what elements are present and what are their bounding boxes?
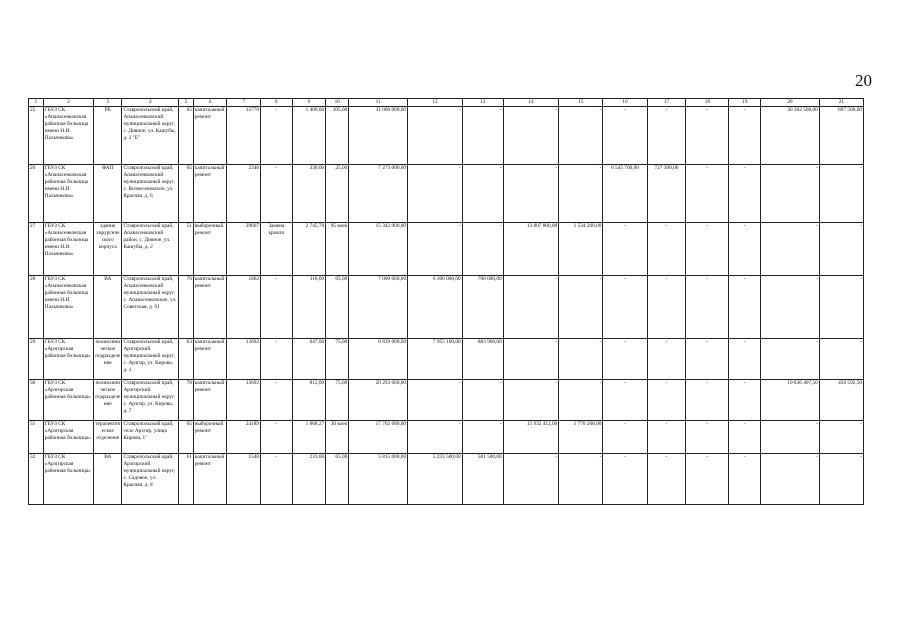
cell-c13-value: - — [462, 165, 503, 223]
cell-c12-value: - — [408, 165, 463, 223]
cell-object: поликлиническое подразделение — [94, 339, 122, 380]
cell-row-number: 26 — [29, 165, 44, 223]
cell-address: Ставропольский край, село Арзгир, улица Кирова, 1" — [122, 421, 179, 454]
cell-c17-value: - — [647, 380, 686, 421]
column-number-21: 21 — [819, 99, 863, 107]
cell-c16-value: - — [603, 421, 647, 454]
cell-object: терапевтическое отделение — [94, 421, 122, 454]
cell-row-number: 29 — [29, 339, 44, 380]
cell-c18-value: - — [686, 380, 729, 421]
cell-address: Ставропольский край, Апанасенковский муниципальный округ, с. Дивное, ул. Кашубы, д. 2 "Е" — [122, 107, 179, 165]
cell-organization: ГБУЗ СК «Апанасенковская районная больница имени Н.И. Пальчикова» — [43, 223, 93, 276]
cell-object: РБ — [94, 107, 122, 165]
cell-c19-value: - — [729, 339, 761, 380]
cell-c8-value: - — [261, 421, 293, 454]
cell-c8-value: - — [261, 380, 293, 421]
cell-c19-value: - — [729, 380, 761, 421]
cell-c13-value: - — [462, 380, 503, 421]
cell-c14-value: - — [503, 454, 559, 505]
cell-c10-value: 95 коек — [326, 223, 349, 276]
cell-c13-value: 700 000,00 — [462, 276, 503, 339]
cell-c10-value: 105,00 — [326, 107, 349, 165]
cell-c11-value: 20 293 000,00 — [349, 380, 408, 421]
funding-table — [28, 98, 864, 505]
cell-c9-value: 1 409,00 — [292, 107, 326, 165]
cell-c12-value: 5 233 500,00 — [408, 454, 463, 505]
cell-c12-value: - — [408, 421, 463, 454]
cell-c20-value: - — [760, 276, 819, 339]
cell-c5-value: 65 — [179, 107, 194, 165]
cell-row-number: 31 — [29, 421, 44, 454]
column-number-13: 13 — [462, 99, 503, 107]
cell-object: ФАП — [94, 165, 122, 223]
cell-c15-value: - — [559, 165, 603, 223]
cell-c7-value: 24189 — [227, 421, 261, 454]
cell-row-number: 30 — [29, 380, 44, 421]
cell-c16-value: - — [603, 380, 647, 421]
cell-c9-value: 330,00 — [292, 165, 326, 223]
cell-row-number: 27 — [29, 223, 44, 276]
cell-work-type: капитальный ремонт — [193, 380, 227, 421]
cell-c7-value: 1862 — [227, 276, 261, 339]
cell-c17-value: - — [647, 454, 686, 505]
cell-c12-value: - — [408, 223, 463, 276]
cell-c21-value: - — [819, 421, 863, 454]
cell-c14-value: - — [503, 276, 559, 339]
cell-address: Ставропольский край, Апанасенковский муниципальный округ, с. Апанасенковское, ул. Советская, д. 61 — [122, 276, 179, 339]
cell-c19-value: - — [729, 421, 761, 454]
cell-c12-value: 6 300 000,00 — [408, 276, 463, 339]
cell-c19-value: - — [729, 223, 761, 276]
table-row — [29, 107, 864, 165]
cell-c16-value: - — [603, 276, 647, 339]
cell-c11-value: 7 000 000,00 — [349, 276, 408, 339]
cell-object: здание хирургического корпуса — [94, 223, 122, 276]
column-number-9: 9 — [292, 99, 326, 107]
cell-c17-value: - — [647, 223, 686, 276]
cell-c5-value: 65 — [179, 165, 194, 223]
cell-c20-value: - — [760, 223, 819, 276]
cell-c16-value: - — [603, 339, 647, 380]
column-number-8: 8 — [261, 99, 293, 107]
cell-c13-value: 581 500,00 — [462, 454, 503, 505]
cell-work-type: выборочный ремонт — [193, 421, 227, 454]
cell-c20-value: - — [760, 165, 819, 223]
cell-c17-value: - — [647, 421, 686, 454]
cell-row-number: 28 — [29, 276, 44, 339]
cell-c10-value: 65,00 — [326, 276, 349, 339]
cell-work-type: капитальный ремонт — [193, 107, 227, 165]
table-body — [29, 99, 864, 505]
cell-address: Ставропольский край, Арзгирский муниципальный округ, с. Арзгир, ул. Кирова, д. 7 — [122, 380, 179, 421]
cell-c16-value: 6 545 700,00 — [603, 165, 647, 223]
column-number-1: 1 — [29, 99, 44, 107]
cell-c7-value: 13692 — [227, 339, 261, 380]
cell-c14-value: - — [503, 380, 559, 421]
page-number: 20 — [855, 71, 872, 90]
cell-c8-value: - — [261, 454, 293, 505]
cell-c13-value: - — [462, 107, 503, 165]
cell-c8-value: - — [261, 165, 293, 223]
column-number-17: 17 — [647, 99, 686, 107]
cell-work-type: выборочный ремонт — [193, 223, 227, 276]
cell-c15-value: - — [559, 454, 603, 505]
cell-c18-value: - — [686, 454, 729, 505]
cell-work-type: капитальный ремонт — [193, 165, 227, 223]
cell-c21-value: 697 500,00 — [819, 107, 863, 165]
cell-c7-value: 1548 — [227, 454, 261, 505]
cell-c13-value: - — [462, 421, 503, 454]
column-number-19: 19 — [729, 99, 761, 107]
column-number-14: 14 — [503, 99, 559, 107]
column-number-20: 20 — [760, 99, 819, 107]
cell-c14-value: - — [503, 107, 559, 165]
column-number-10: 10 — [326, 99, 349, 107]
cell-c18-value: - — [686, 421, 729, 454]
cell-c5-value: 78 — [179, 380, 194, 421]
cell-c18-value: - — [686, 165, 729, 223]
cell-c16-value: - — [603, 223, 647, 276]
cell-c11-value: 15 342 000,00 — [349, 223, 408, 276]
cell-c20-value: 30 302 500,00 — [760, 107, 819, 165]
cell-object: ВА — [94, 276, 122, 339]
cell-c20-value: 19 836 407,50 — [760, 380, 819, 421]
cell-work-type: капитальный ремонт — [193, 339, 227, 380]
cell-organization: ГБУЗ СК «Апанасенковская районная больница имени Н.И. Пальчикова» — [43, 276, 93, 339]
cell-c14-value: 15 932 412,00 — [503, 421, 559, 454]
cell-c18-value: - — [686, 276, 729, 339]
cell-organization: ГБУЗ СК «Апанасенковская районная больница имени Н.И. Пальчикова» — [43, 107, 93, 165]
cell-c18-value: - — [686, 107, 729, 165]
cell-c21-value: - — [819, 339, 863, 380]
cell-c20-value: - — [760, 339, 819, 380]
cell-object: поликлиническое подразделение — [94, 380, 122, 421]
table-row — [29, 421, 864, 454]
cell-object: ВА — [94, 454, 122, 505]
cell-c10-value: 75,00 — [326, 380, 349, 421]
table-row — [29, 165, 864, 223]
cell-c21-value: - — [819, 276, 863, 339]
cell-c7-value: 2346 — [227, 165, 261, 223]
cell-c10-value: 30 коек — [326, 421, 349, 454]
cell-c16-value: - — [603, 454, 647, 505]
cell-c10-value: 65,00 — [326, 454, 349, 505]
cell-c5-value: 65 — [179, 421, 194, 454]
cell-c12-value: - — [408, 380, 463, 421]
cell-c5-value: 51 — [179, 223, 194, 276]
cell-c5-value: 61 — [179, 454, 194, 505]
cell-c13-value: 883 900,00 — [462, 339, 503, 380]
cell-c19-value: - — [729, 454, 761, 505]
cell-c21-value: - — [819, 165, 863, 223]
table-row — [29, 339, 864, 380]
cell-c11-value: 5 815 000,00 — [349, 454, 408, 505]
cell-organization: ГБУЗ СК «Арзгирская районная больница» — [43, 339, 93, 380]
column-number-2: 2 — [43, 99, 93, 107]
cell-work-type: капитальный ремонт — [193, 454, 227, 505]
cell-c11-value: 17 702 680,00 — [349, 421, 408, 454]
column-number-18: 18 — [686, 99, 729, 107]
column-number-row — [29, 99, 864, 107]
cell-c19-value: - — [729, 165, 761, 223]
cell-c9-value: 233,00 — [292, 454, 326, 505]
cell-c7-value: 12770 — [227, 107, 261, 165]
cell-c15-value: 1 534 200,00 — [559, 223, 603, 276]
cell-c7-value: 29667 — [227, 223, 261, 276]
column-number-6: 6 — [193, 99, 227, 107]
cell-c8-value: - — [261, 339, 293, 380]
cell-c14-value: - — [503, 165, 559, 223]
cell-c16-value: - — [603, 107, 647, 165]
cell-c8-value: - — [261, 107, 293, 165]
cell-c14-value: 13 807 800,00 — [503, 223, 559, 276]
table-row — [29, 454, 864, 505]
cell-c5-value: 70 — [179, 276, 194, 339]
table-row — [29, 276, 864, 339]
cell-c21-value: - — [819, 454, 863, 505]
column-number-15: 15 — [559, 99, 603, 107]
cell-c21-value: 456 592,50 — [819, 380, 863, 421]
cell-row-number: 25 — [29, 107, 44, 165]
cell-c18-value: - — [686, 223, 729, 276]
cell-c15-value: - — [559, 107, 603, 165]
column-number-4: 4 — [122, 99, 179, 107]
cell-c18-value: - — [686, 339, 729, 380]
cell-c10-value: 25,00 — [326, 165, 349, 223]
cell-c5-value: 63 — [179, 339, 194, 380]
cell-c10-value: 75,00 — [326, 339, 349, 380]
cell-c11-value: 7 273 000,00 — [349, 165, 408, 223]
cell-address: Ставропольский край, Арзгирский муниципальный округ, с. Садовое, ул. Красная, д. 8 — [122, 454, 179, 505]
cell-organization: ГБУЗ СК «Арзгирская районная больница» — [43, 380, 93, 421]
column-number-7: 7 — [227, 99, 261, 107]
cell-c12-value: - — [408, 107, 463, 165]
cell-c9-value: 1 868,27 — [292, 421, 326, 454]
table-row — [29, 223, 864, 276]
cell-c17-value: 727 300,00 — [647, 165, 686, 223]
cell-organization: ГБУЗ СК «Арзгирская районная больница» — [43, 454, 93, 505]
cell-c21-value: - — [819, 223, 863, 276]
cell-c17-value: - — [647, 107, 686, 165]
cell-c12-value: 7 955 100,00 — [408, 339, 463, 380]
cell-c9-value: 647,00 — [292, 339, 326, 380]
cell-c15-value: - — [559, 380, 603, 421]
cell-row-number: 32 — [29, 454, 44, 505]
cell-c17-value: - — [647, 276, 686, 339]
column-number-5: 5 — [179, 99, 194, 107]
cell-c9-value: 318,00 — [292, 276, 326, 339]
cell-c19-value: - — [729, 107, 761, 165]
cell-c13-value: - — [462, 223, 503, 276]
cell-c8-value: - — [261, 276, 293, 339]
cell-c7-value: 13692 — [227, 380, 261, 421]
cell-organization: ГБУЗ СК «Арзгирская районная больница» — [43, 421, 93, 454]
cell-c9-value: 2 745,70 — [292, 223, 326, 276]
column-number-12: 12 — [408, 99, 463, 107]
cell-c15-value: - — [559, 276, 603, 339]
cell-address: Ставропольский край, Арзгирский муниципальный округ, с. Арзгир, ул. Кирова, д. 1 — [122, 339, 179, 380]
cell-c14-value: - — [503, 339, 559, 380]
cell-organization: ГБУЗ СК «Апанасенковская районная больница имени Н.И. Пальчикова» — [43, 165, 93, 223]
cell-c17-value: - — [647, 339, 686, 380]
cell-c9-value: 812,00 — [292, 380, 326, 421]
cell-c20-value: - — [760, 421, 819, 454]
column-number-11: 11 — [349, 99, 408, 107]
column-number-3: 3 — [94, 99, 122, 107]
cell-c11-value: 8 839 000,00 — [349, 339, 408, 380]
cell-address: Ставропольский край, Апанасенковский район, с. Дивное, ул. Кашубы, д. 2 — [122, 223, 179, 276]
cell-c8-value: Замена кровли — [261, 223, 293, 276]
cell-c15-value: - — [559, 339, 603, 380]
table-row — [29, 380, 864, 421]
cell-work-type: капитальный ремонт — [193, 276, 227, 339]
cell-c20-value: - — [760, 454, 819, 505]
cell-c15-value: 1 770 268,00 — [559, 421, 603, 454]
cell-c11-value: 31 000 000,00 — [349, 107, 408, 165]
column-number-16: 16 — [603, 99, 647, 107]
cell-address: Ставропольский край, Апанасенковский муниципальный округ, с. Вознесеновское, ул. Красная, д. 6 — [122, 165, 179, 223]
cell-c19-value: - — [729, 276, 761, 339]
